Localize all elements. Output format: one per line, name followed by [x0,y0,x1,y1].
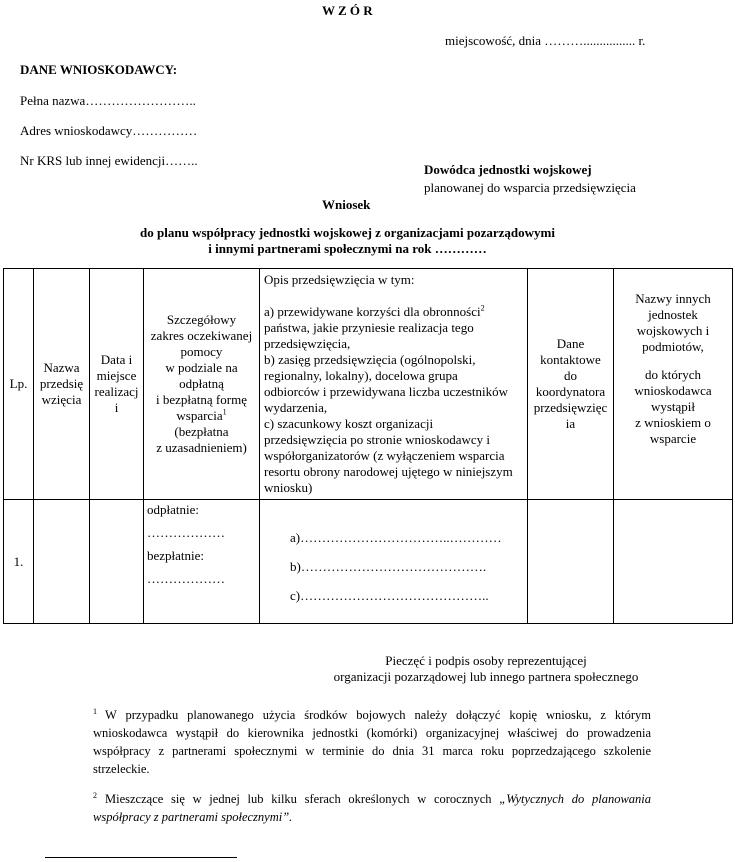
row1-dane-cell[interactable] [528,500,614,624]
header-nazwy-line: do których [645,367,701,382]
place-date: miejscowość, dnia ………................ r. [445,33,646,48]
header-nazwa-line: wzięcia [41,392,82,407]
header-opis-line: b) zasięg przedsięwzięcia (ogólnopolski, [264,352,476,367]
row1-opis-cell[interactable] [260,500,528,624]
footnote-1-number: 1 [93,707,97,716]
header-opis-title: Opis przedsięwzięcia w tym: [264,272,415,287]
header-dane-line: koordynatora [535,384,606,399]
header-zakres-line: pomocy [180,344,223,359]
header-dane-line: przedsięwzięc [533,400,608,415]
header-nazwa-line: przedsię [39,376,84,391]
header-opis-a: a) przewidywane korzyści dla obronności [264,304,481,319]
row1-opis-b: b)……………………………………. [290,559,487,574]
application-table [3,268,733,624]
krs-field: Nr KRS lub innej ewidencji…….. [20,153,198,168]
footnote-1 [93,703,651,778]
wzor-title: W Z Ó R [322,3,373,18]
header-opis-line: wydarzenia, [264,400,328,415]
header-zakres-line: zakres oczekiwanej [150,328,253,343]
row1-data-cell[interactable] [90,500,144,624]
header-zakres-line: z uzasadnieniem) [156,440,247,455]
header-nazwy-line: z wnioskiem o [635,415,711,430]
header-data-line: i [114,400,119,415]
header-opis-line: państwa, jakie przyniesie realizacja tego [264,320,474,335]
header-opis-line: resortu obrony narodowej ujętego w niniejszym [264,464,513,479]
header-dane [528,269,614,500]
row1-zakres-cell[interactable] [144,500,260,624]
header-nazwy-line: podmiotów, [642,339,704,354]
header-zakres-wsparcia: wsparcia [176,408,223,423]
footnote-2-text: Mieszczące się w jednej lub kilku sferach określonych w corocznych [105,792,500,807]
header-nazwy-line: wojskowych i [636,323,710,338]
table-row [4,500,733,624]
signature-line-1: Pieczęć i podpis osoby reprezentującej [385,653,587,668]
footnote-separator [45,857,237,858]
header-data-line: Data i [100,352,133,367]
header-opis-line: przedsięwzięcia, [264,336,351,351]
header-lp: Lp. [4,269,34,500]
header-opis-line: wniosku) [264,480,313,495]
header-nazwy-line: wnioskodawca [634,383,712,398]
row1-nazwa-cell[interactable] [34,500,90,624]
header-zakres-line: w podziale na [165,360,238,375]
header-data-line: realizacj [94,384,139,399]
footnote-2-title: „Wytycznych do planowania współpracy z partnerami społecznymi”. [93,792,651,825]
header-opis-line [264,304,524,320]
header-opis-line: przedsięwzięcia po stronie wnioskodawcy i [264,432,490,447]
row1-lp: 1. [4,500,34,624]
header-zakres-line: odpłatną [179,376,224,391]
header-nazwy-line: wystąpił [650,399,696,414]
header-dane-line: Dane [556,336,585,351]
header-nazwa [34,269,90,500]
applicant-heading: DANE WNIOSKODAWCY: [20,62,178,77]
header-nazwa-line: Nazwa [43,360,80,375]
header-opis-line: współorganizatorów (z wyłączeniem wsparcia [264,448,505,463]
row1-opis-c: c)…………………………………….. [290,588,489,603]
footnote-1-text: W przypadku planowanego użycia środków bojowych należy dołączyć kopię wniosku, z którym wnioskodawca wystąpił do kierownika jednostki (komórki) organizacyjnej właściwej do prowadzenia współpracy z partnerami społecznymi w terminie do dnia 31 marca roku poprzedzającego szkolenie strzeleckie. [93,708,651,777]
header-data [90,269,144,500]
footnote-2 [93,787,651,826]
header-opis-line: c) szacunkowy koszt organizacji [264,416,434,431]
row1-odplatnie: odpłatnie: [147,502,199,517]
row1-odplatnie-dots: ……………… [147,525,225,540]
header-zakres [144,269,260,500]
header-dane-line: kontaktowe [540,352,601,367]
row1-nazwy-cell[interactable] [614,500,733,624]
plan-line-1: do planu współpracy jednostki wojskowej z organizacjami pozarządowymi [140,225,555,240]
header-nazwy-line: Nazwy innych [635,291,711,306]
address-field: Adres wnioskodawcy…………… [20,123,198,138]
header-zakres-line: Szczegółowy [166,312,237,327]
header-row [4,269,733,500]
signature-line-2: organizacji pozarządowej lub innego partnera społecznego [333,669,639,684]
header-zakres-line [144,408,259,424]
footnote-ref-1: 1 [222,407,227,417]
footnote-ref-2: 2 [480,303,485,313]
header-nazwy-line: wsparcie [649,431,697,446]
header-dane-line: do [564,368,577,383]
header-nazwy-line: jednostek [648,307,698,322]
footnote-2-number: 2 [93,791,97,800]
header-opis-line: regionalny, lokalny), docelowa grupa [264,368,458,383]
commander-subtitle: planowanej do wsparcia przedsięwzięcia [424,180,636,195]
plan-line-2: i innymi partnerami społecznymi na rok ………… [208,241,487,256]
header-data-line: miejsce [96,368,137,383]
row1-bezplatnie-dots: ……………… [147,571,225,586]
header-nazwy [614,269,733,500]
header-opis [260,269,528,500]
header-zakres-line: (bezpłatna [174,424,229,439]
header-opis-line: odbiorców i przewidywana liczba uczestników [264,384,509,399]
row1-bezplatnie: bezpłatnie: [147,548,205,563]
header-dane-line: ia [565,416,576,431]
commander-title: Dowódca jednostki wojskowej [424,162,592,177]
header-zakres-line: i bezpłatną formę [156,392,247,407]
full-name-field: Pełna nazwa…………………….. [20,93,196,108]
row1-opis-a: a)……………………………..………… [290,530,502,545]
wniosek-title: Wniosek [322,197,371,212]
